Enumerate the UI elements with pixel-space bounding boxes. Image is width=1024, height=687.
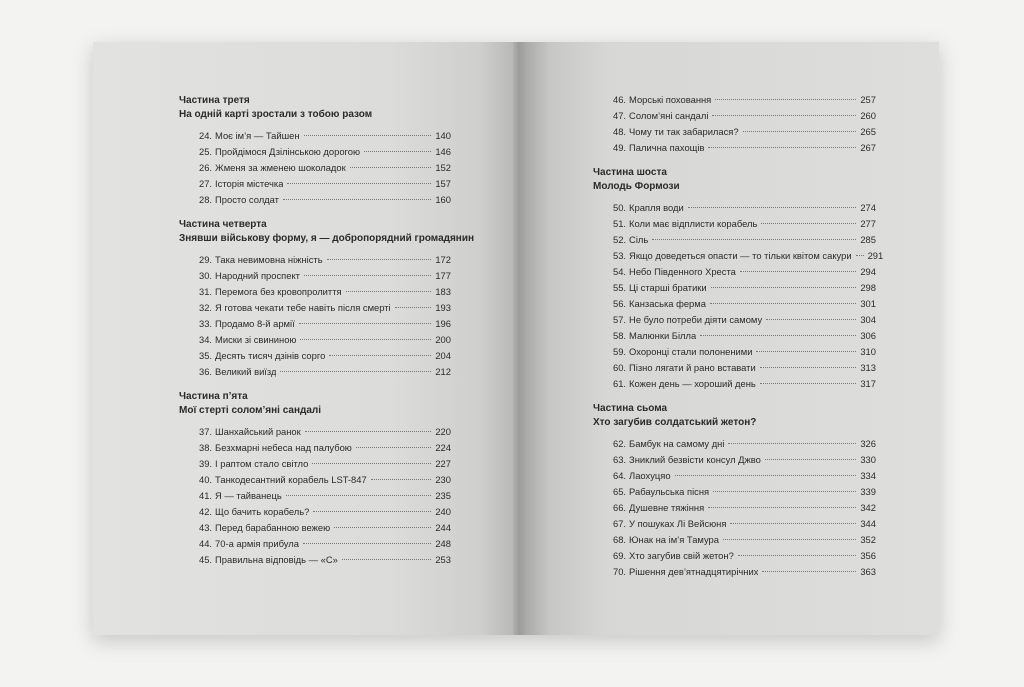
toc-entry	[199, 424, 451, 440]
toc-entry	[199, 316, 451, 332]
dot-leader	[708, 147, 856, 148]
left-page	[93, 42, 513, 635]
toc-entry	[613, 344, 876, 360]
page-number: 334	[860, 470, 876, 481]
page-number: 274	[860, 202, 876, 213]
toc-entry	[199, 176, 451, 192]
toc-entry	[613, 216, 876, 232]
page-number: 298	[860, 282, 876, 293]
dot-leader	[740, 271, 856, 272]
toc-entry	[613, 280, 876, 296]
chapter-number: 50.	[613, 202, 627, 213]
page-number: 196	[435, 318, 451, 329]
toc-entry	[199, 268, 451, 284]
toc-entry	[199, 348, 451, 364]
toc-entry	[199, 440, 451, 456]
chapter-number: 42.	[199, 506, 213, 517]
chapter-title: Хто загубив свій жетон?	[629, 550, 734, 561]
chapter-number: 51.	[613, 218, 627, 229]
chapter-title: Не було потреби діяти самому	[629, 314, 763, 325]
page-number: 326	[860, 438, 876, 449]
page-number: 248	[435, 538, 451, 549]
chapter-number: 24.	[199, 130, 213, 141]
chapter-number: 65.	[613, 486, 627, 497]
chapter-title: Кожен день — хороший день	[629, 378, 756, 389]
page-number: 277	[860, 218, 876, 229]
chapter-number: 31.	[199, 286, 213, 297]
page-number: 244	[435, 522, 451, 533]
chapter-title: Танкодесантний корабель LST-847	[215, 474, 367, 485]
toc-entry	[199, 520, 451, 536]
chapter-title: Шанхайський ранок	[215, 426, 301, 437]
page-number: 306	[860, 330, 876, 341]
toc-entry	[199, 144, 451, 160]
toc-entry	[199, 128, 451, 144]
chapter-title: Чому ти так забарилася?	[629, 126, 739, 137]
chapter-title: Крапля води	[629, 202, 684, 213]
part-title: Молодь Формози	[593, 181, 680, 192]
chapter-number: 37.	[199, 426, 213, 437]
chapter-number: 43.	[199, 522, 213, 533]
chapter-title: Бамбук на самому дні	[629, 438, 725, 449]
dot-leader	[766, 319, 856, 320]
toc-entry	[613, 436, 876, 452]
chapter-number: 45.	[199, 554, 213, 565]
dot-leader	[286, 495, 432, 496]
page-number: 253	[435, 554, 451, 565]
dot-leader	[710, 303, 856, 304]
dot-leader	[743, 131, 857, 132]
chapter-number: 44.	[199, 538, 213, 549]
page-number: 352	[860, 534, 876, 545]
chapter-title: У пошуках Лі Вейсюня	[629, 518, 727, 529]
dot-leader	[761, 223, 856, 224]
chapter-number: 40.	[199, 474, 213, 485]
chapter-number: 34.	[199, 334, 213, 345]
chapter-number: 33.	[199, 318, 213, 329]
toc-entry	[613, 516, 876, 532]
toc-entry	[613, 92, 876, 108]
dot-leader	[700, 335, 856, 336]
chapter-number: 62.	[613, 438, 627, 449]
open-book	[93, 42, 939, 635]
chapter-number: 48.	[613, 126, 627, 137]
page-number: 235	[435, 490, 451, 501]
chapter-number: 69.	[613, 550, 627, 561]
chapter-title: Великий виїзд	[215, 366, 277, 377]
chapter-number: 67.	[613, 518, 627, 529]
chapter-number: 32.	[199, 302, 213, 313]
toc-entry	[199, 300, 451, 316]
chapter-title: Небо Південного Хреста	[629, 266, 736, 277]
book-spine	[513, 42, 525, 635]
chapter-number: 68.	[613, 534, 627, 545]
toc-entry	[613, 548, 876, 564]
part-title: Хто загубив солдатський жетон?	[593, 417, 757, 428]
dot-leader	[715, 99, 856, 100]
entry-list	[613, 436, 876, 580]
table-of-contents-right	[593, 92, 884, 580]
page-number: 342	[860, 502, 876, 513]
page-number: 301	[860, 298, 876, 309]
dot-leader	[364, 151, 431, 152]
toc-entry	[613, 140, 876, 156]
dot-leader	[723, 539, 856, 540]
part-label: Частина третя	[179, 95, 250, 106]
chapter-title: Продамо 8-й армії	[215, 318, 295, 329]
dot-leader	[287, 183, 431, 184]
part-title: Мої стерті солом’яні сандалі	[179, 405, 322, 416]
chapter-number: 55.	[613, 282, 627, 293]
page-number: 344	[860, 518, 876, 529]
chapter-title: Безхмарні небеса над палубою	[215, 442, 352, 453]
toc-entry	[199, 364, 451, 380]
toc-entry	[199, 552, 451, 568]
toc-entry	[613, 452, 876, 468]
toc-entry	[199, 456, 451, 472]
toc-entry	[199, 284, 451, 300]
page-number: 140	[435, 130, 451, 141]
dot-leader	[713, 491, 856, 492]
entry-list	[199, 128, 451, 208]
chapter-number: 52.	[613, 234, 627, 245]
page-number: 317	[860, 378, 876, 389]
toc-entry	[613, 500, 876, 516]
dot-leader	[760, 383, 857, 384]
dot-leader	[305, 431, 432, 432]
chapter-title: Рішення дев’ятнадцятирічних	[629, 566, 759, 577]
chapter-title: Я — тайванець	[215, 490, 282, 501]
dot-leader	[728, 443, 856, 444]
page-number: 157	[435, 178, 451, 189]
page-number: 212	[435, 366, 451, 377]
page-number: 285	[860, 234, 876, 245]
chapter-title: Якщо доведеться опасти — то тільки квітом сакури	[629, 250, 852, 261]
toc-entry	[199, 472, 451, 488]
part-title: Знявши військову форму, я — добропорядний громадянин	[179, 233, 475, 244]
chapter-number: 70.	[613, 566, 627, 577]
chapter-title: Перемога без кровопролиття	[215, 286, 342, 297]
dot-leader	[356, 447, 432, 448]
chapter-title: Народний проспект	[215, 270, 300, 281]
page-number: 330	[860, 454, 876, 465]
dot-leader	[299, 323, 432, 324]
dot-leader	[760, 367, 857, 368]
chapter-number: 29.	[199, 254, 213, 265]
chapter-title: Солом’яні сандалі	[629, 110, 709, 121]
dot-leader	[371, 479, 432, 480]
toc-entry	[199, 192, 451, 208]
chapter-title: Малюнки Білла	[629, 330, 697, 341]
part-label: Частина четверта	[179, 219, 267, 230]
dot-leader	[765, 459, 856, 460]
page-number: 304	[860, 314, 876, 325]
section-gap	[593, 392, 876, 402]
toc-entry	[613, 200, 876, 216]
page-number: 240	[435, 506, 451, 517]
toc-entry	[613, 484, 876, 500]
toc-entry	[613, 564, 876, 580]
toc-entry	[613, 532, 876, 548]
dot-leader	[303, 543, 431, 544]
chapter-title: Душевне тяжіння	[629, 502, 705, 513]
chapter-number: 38.	[199, 442, 213, 453]
dot-leader	[711, 287, 857, 288]
page-number: 146	[435, 146, 451, 157]
chapter-title: Зниклий безвісти консул Джво	[629, 454, 761, 465]
chapter-title: Коли має відплисти корабель	[629, 218, 758, 229]
toc-entry	[613, 312, 876, 328]
dot-leader	[856, 255, 864, 256]
chapter-title: Ці старші братики	[629, 282, 707, 293]
chapter-title: Просто солдат	[215, 194, 279, 205]
dot-leader	[280, 371, 431, 372]
page-number: 310	[860, 346, 876, 357]
page-number: 224	[435, 442, 451, 453]
chapter-title: Миски зі свининою	[215, 334, 297, 345]
toc-entry	[199, 160, 451, 176]
chapter-number: 58.	[613, 330, 627, 341]
page-number: 291	[867, 250, 884, 261]
toc-entry	[613, 468, 876, 484]
entry-list	[613, 92, 876, 156]
toc-entry	[613, 376, 876, 392]
dot-leader	[652, 239, 856, 240]
dot-leader	[688, 207, 857, 208]
chapter-number: 60.	[613, 362, 627, 373]
page-number: 152	[435, 162, 451, 173]
toc-entry	[199, 252, 451, 268]
dot-leader	[313, 511, 431, 512]
toc-entry	[613, 264, 876, 280]
chapter-title: Десять тисяч дзінів сорго	[215, 350, 326, 361]
dot-leader	[708, 507, 856, 508]
page-number: 227	[435, 458, 451, 469]
dot-leader	[304, 135, 432, 136]
page-number: 172	[435, 254, 451, 265]
chapter-number: 36.	[199, 366, 213, 377]
toc-entry	[199, 536, 451, 552]
dot-leader	[304, 275, 431, 276]
chapter-number: 63.	[613, 454, 627, 465]
dot-leader	[712, 115, 856, 116]
chapter-number: 30.	[199, 270, 213, 281]
page-number: 183	[435, 286, 451, 297]
dot-leader	[329, 355, 431, 356]
page-number: 230	[435, 474, 451, 485]
chapter-title: І раптом стало світло	[215, 458, 309, 469]
page-number: 313	[860, 362, 876, 373]
chapter-title: Я готова чекати тебе навіть після смерті	[215, 302, 391, 313]
page-number: 200	[435, 334, 451, 345]
part-title: На одній карті зростали з тобою разом	[179, 109, 373, 120]
toc-entry	[613, 360, 876, 376]
dot-leader	[738, 555, 857, 556]
toc-entry	[613, 248, 884, 264]
page-number: 193	[435, 302, 451, 313]
chapter-title: Перед барабанною вежею	[215, 522, 331, 533]
page-number: 363	[860, 566, 876, 577]
dot-leader	[762, 571, 856, 572]
chapter-number: 64.	[613, 470, 627, 481]
chapter-number: 54.	[613, 266, 627, 277]
chapter-title: Сіль	[629, 234, 649, 245]
chapter-number: 28.	[199, 194, 213, 205]
chapter-title: Історія містечка	[215, 178, 284, 189]
entry-list	[613, 200, 884, 392]
chapter-number: 47.	[613, 110, 627, 121]
chapter-title: Лаохуцяо	[629, 470, 671, 481]
chapter-number: 56.	[613, 298, 627, 309]
toc-entry	[199, 504, 451, 520]
page-number: 257	[860, 94, 876, 105]
page-number: 177	[435, 270, 451, 281]
chapter-number: 53.	[613, 250, 627, 261]
chapter-number: 25.	[199, 146, 213, 157]
dot-leader	[283, 199, 431, 200]
right-page	[525, 42, 939, 635]
dot-leader	[756, 351, 856, 352]
chapter-title: Пройдімося Дзілінською дорогою	[215, 146, 361, 157]
toc-entry	[613, 296, 876, 312]
section-gap	[179, 208, 451, 218]
chapter-number: 59.	[613, 346, 627, 357]
dot-leader	[342, 559, 432, 560]
chapter-number: 39.	[199, 458, 213, 469]
chapter-title: Палична пахощів	[629, 142, 705, 153]
toc-entry	[613, 108, 876, 124]
chapter-title: Пізно лягати й рано вставати	[629, 362, 756, 373]
toc-entry	[199, 488, 451, 504]
dot-leader	[395, 307, 432, 308]
dot-leader	[327, 259, 432, 260]
toc-entry	[199, 332, 451, 348]
page-number: 267	[860, 142, 876, 153]
table-of-contents-left	[179, 94, 475, 568]
chapter-title: Правильна відповідь — «С»	[215, 554, 338, 565]
dot-leader	[350, 167, 432, 168]
chapter-title: Морські поховання	[629, 94, 712, 105]
page-number: 204	[435, 350, 451, 361]
part-label: Частина сьома	[593, 403, 668, 414]
chapter-title: Жменя за жменею шоколадок	[215, 162, 346, 173]
entry-list	[199, 252, 451, 380]
section-gap	[593, 156, 876, 166]
chapter-title: Така невимовна ніжність	[215, 254, 323, 265]
chapter-title: Рабаульська пісня	[629, 486, 710, 497]
page-number: 294	[860, 266, 876, 277]
chapter-number: 61.	[613, 378, 627, 389]
dot-leader	[346, 291, 432, 292]
chapter-number: 27.	[199, 178, 213, 189]
chapter-number: 41.	[199, 490, 213, 501]
chapter-title: Що бачить корабель?	[215, 506, 310, 517]
chapter-title: 70-а армія прибула	[215, 538, 299, 549]
dot-leader	[300, 339, 431, 340]
dot-leader	[675, 475, 857, 476]
chapter-number: 35.	[199, 350, 213, 361]
chapter-number: 49.	[613, 142, 627, 153]
chapter-title: Канзаська ферма	[629, 298, 706, 309]
page-number: 160	[435, 194, 451, 205]
toc-entry	[613, 232, 876, 248]
chapter-number: 46.	[613, 94, 627, 105]
dot-leader	[334, 527, 431, 528]
toc-entry	[613, 124, 876, 140]
chapter-number: 26.	[199, 162, 213, 173]
dot-leader	[312, 463, 431, 464]
chapter-number: 57.	[613, 314, 627, 325]
chapter-title: Моє ім’я — Тайшен	[215, 130, 300, 141]
part-label: Частина п’ята	[179, 391, 248, 402]
chapter-title: Юнак на ім’я Тамура	[629, 534, 719, 545]
part-label: Частина шоста	[593, 167, 667, 178]
page-number: 220	[435, 426, 451, 437]
chapter-number: 66.	[613, 502, 627, 513]
chapter-title: Охоронці стали полоненими	[629, 346, 753, 357]
page-number: 265	[860, 126, 876, 137]
toc-entry	[613, 328, 876, 344]
entry-list	[199, 424, 451, 568]
page-number: 339	[860, 486, 876, 497]
page-number: 356	[860, 550, 876, 561]
dot-leader	[730, 523, 856, 524]
page-number: 260	[860, 110, 876, 121]
section-gap	[179, 380, 451, 390]
